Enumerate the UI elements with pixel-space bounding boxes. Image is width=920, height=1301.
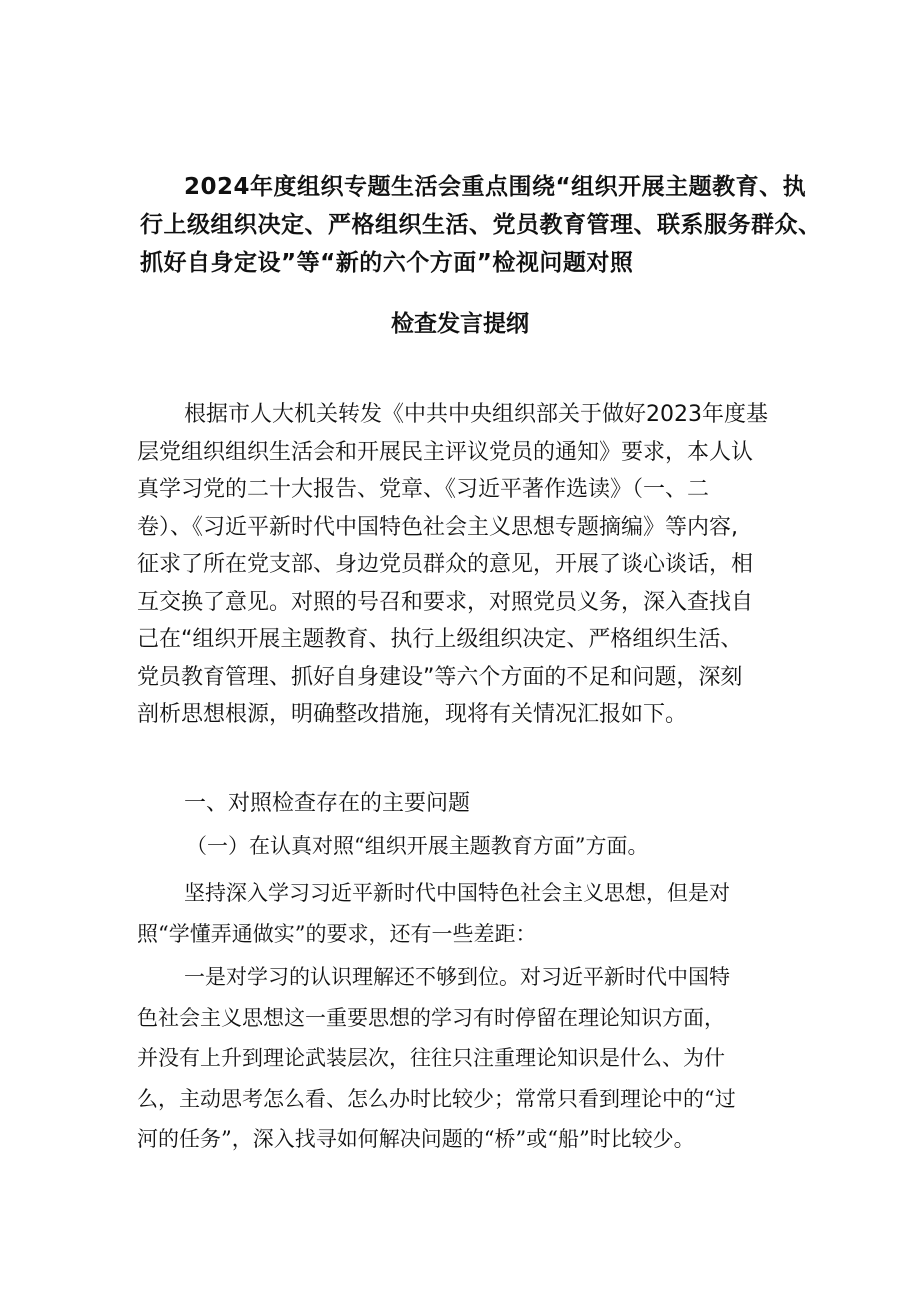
paragraph-line: 照“学懂弄通做实”的要求，还有一些差距： bbox=[137, 922, 537, 946]
paragraph-line: 坚持深入学习习近平新时代中国特色社会主义思想，但是对 bbox=[184, 881, 730, 905]
intro-paragraph bbox=[137, 396, 827, 734]
paragraph-line: 征求了所在党支部、身边党员群众的意见，开展了谈心谈话，相 bbox=[137, 552, 754, 577]
paragraph-line: 根据市人大机关转发《中共中央组织部关于做好2023年度基 bbox=[184, 402, 768, 427]
paragraph-line: 真学习党的二十大报告、党章、《习近平著作选读》（一、二 bbox=[137, 477, 710, 502]
paragraph-line: 党员教育管理、抓好自身建设”等六个方面的不足和问题，深刻 bbox=[137, 664, 743, 690]
paragraph-line: 剖析思想根源，明确整改措施，现将有关情况汇报如下。 bbox=[137, 702, 688, 727]
body-paragraph bbox=[137, 957, 837, 1160]
document-subtitle: 检查发言提纲 bbox=[391, 311, 529, 337]
title-line: 行上级组织决定、严格组织生活、党员教育管理、联系服务群众、 bbox=[140, 212, 822, 238]
paragraph-line: 么，主动思考怎么看、怎么办时比较少；常常只看到理论中的“过 bbox=[137, 1086, 736, 1111]
paragraph-line: 并没有上升到理论武装层次，往往只注重理论知识是什么、为什 bbox=[137, 1046, 725, 1070]
sub-heading: （一）在认真对照“组织开展主题教育方面”方面。 bbox=[186, 834, 649, 858]
paragraph-line: 河的任务”，深入找寻如何解决问题的“桥”或“船”时比较少。 bbox=[137, 1127, 695, 1151]
paragraph-line: 卷）、《习近平新时代中国特色社会主义思想专题摘编》等内容, bbox=[137, 514, 738, 540]
title-line: 2024年度组织专题生活会重点围绕“组织开展主题教育、执 bbox=[184, 174, 807, 200]
paragraph-line: 互交换了意见。对照的号召和要求，对照党员义务，深入查找自 bbox=[137, 589, 754, 615]
body-paragraph bbox=[137, 873, 837, 955]
paragraph-line: 色社会主义思想这一重要思想的学习有时停留在理论知识方面， bbox=[137, 1005, 725, 1030]
title-line: 抓好自身定设”等“新的六个方面”检视问题对照 bbox=[140, 250, 634, 276]
paragraph-line: 一是对学习的认识理解还不够到位。对习近平新时代中国特 bbox=[184, 965, 730, 989]
paragraph-line: 己在“组织开展主题教育、执行上级组织决定、严格组织生活、 bbox=[137, 627, 743, 652]
paragraph-line: 层党组织组织生活会和开展民主评议党员的通知》要求，本人认 bbox=[137, 439, 754, 465]
document-title bbox=[140, 168, 820, 282]
section-heading: 一、对照检查存在的主要问题 bbox=[184, 791, 471, 816]
